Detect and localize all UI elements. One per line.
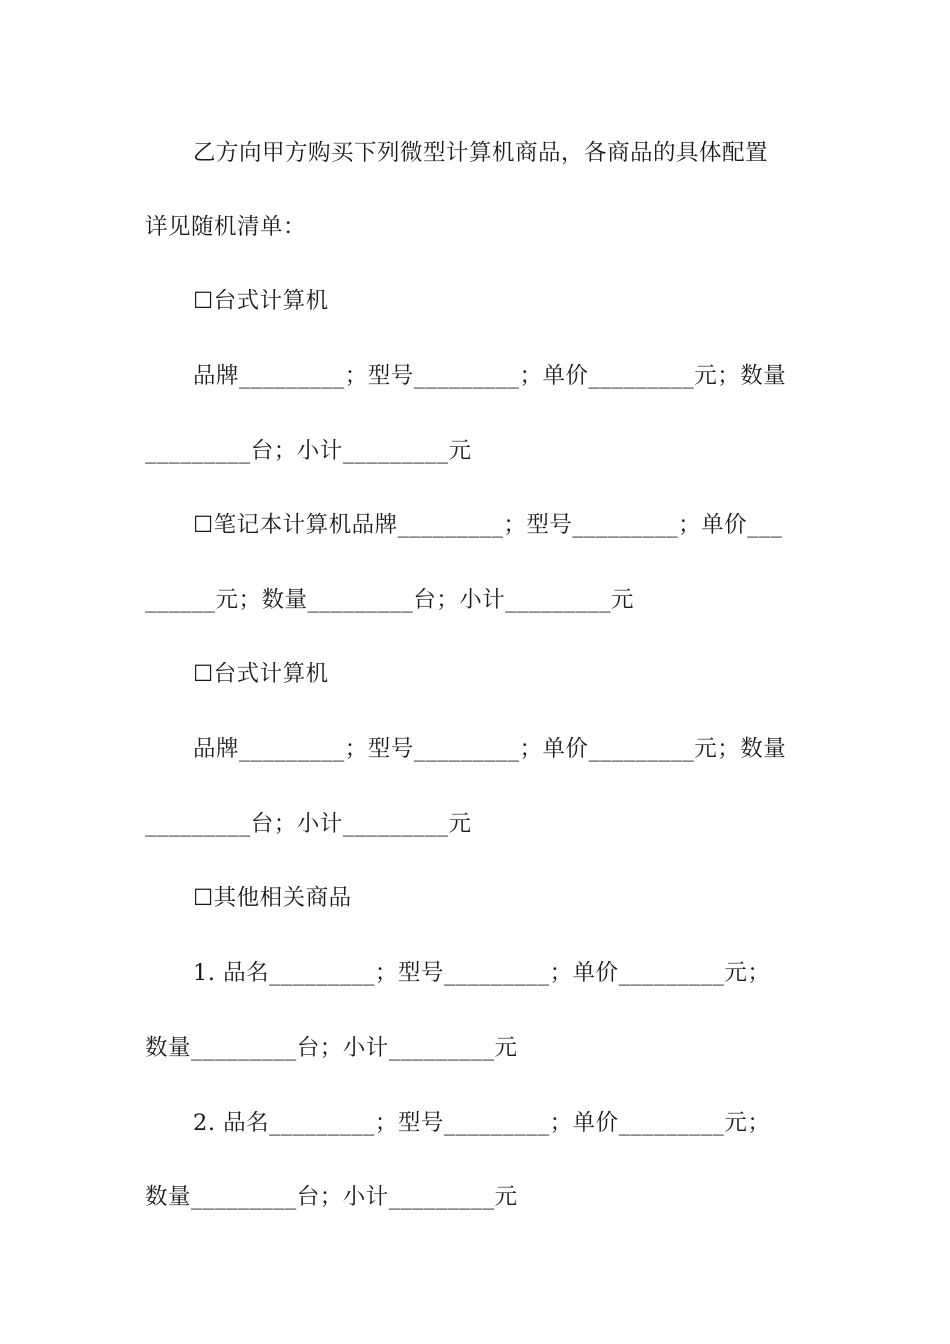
intro-paragraph-line-1: 乙方向甲方购买下列微型计算机商品，各商品的具体配置 [193,140,769,166]
laptop-computer-option-line-1: ☐笔记本计算机品牌_________；型号_________；单价___ [193,512,783,538]
other-goods-item-1-line-1: 1. 品名_________；型号_________；单价_________元； [193,960,771,986]
other-goods-item-2-line-2: 数量_________台；小计_________元 [145,1184,518,1210]
other-goods-item-1-line-2: 数量_________台；小计_________元 [145,1035,518,1061]
other-goods-item-2-line-1: 2. 品名_________；型号_________；单价_________元； [193,1110,771,1136]
intro-paragraph-line-2: 详见随机清单： [145,214,307,240]
desktop-computer-option-1: ☐台式计算机 [193,288,329,314]
desktop-computer-option-2: ☐台式计算机 [193,661,329,687]
laptop-computer-option-line-2: ______元；数量_________台；小计_________元 [145,587,635,613]
desktop-computer-1-fields-line-2: _________台；小计_________元 [145,438,472,464]
desktop-computer-2-fields-line-2: _________台；小计_________元 [145,811,472,837]
desktop-computer-2-fields-line-1: 品牌_________；型号_________；单价_________元；数量 [193,736,787,762]
desktop-computer-1-fields-line-1: 品牌_________；型号_________；单价_________元；数量 [193,363,787,389]
other-goods-option: ☐其他相关商品 [193,885,352,911]
